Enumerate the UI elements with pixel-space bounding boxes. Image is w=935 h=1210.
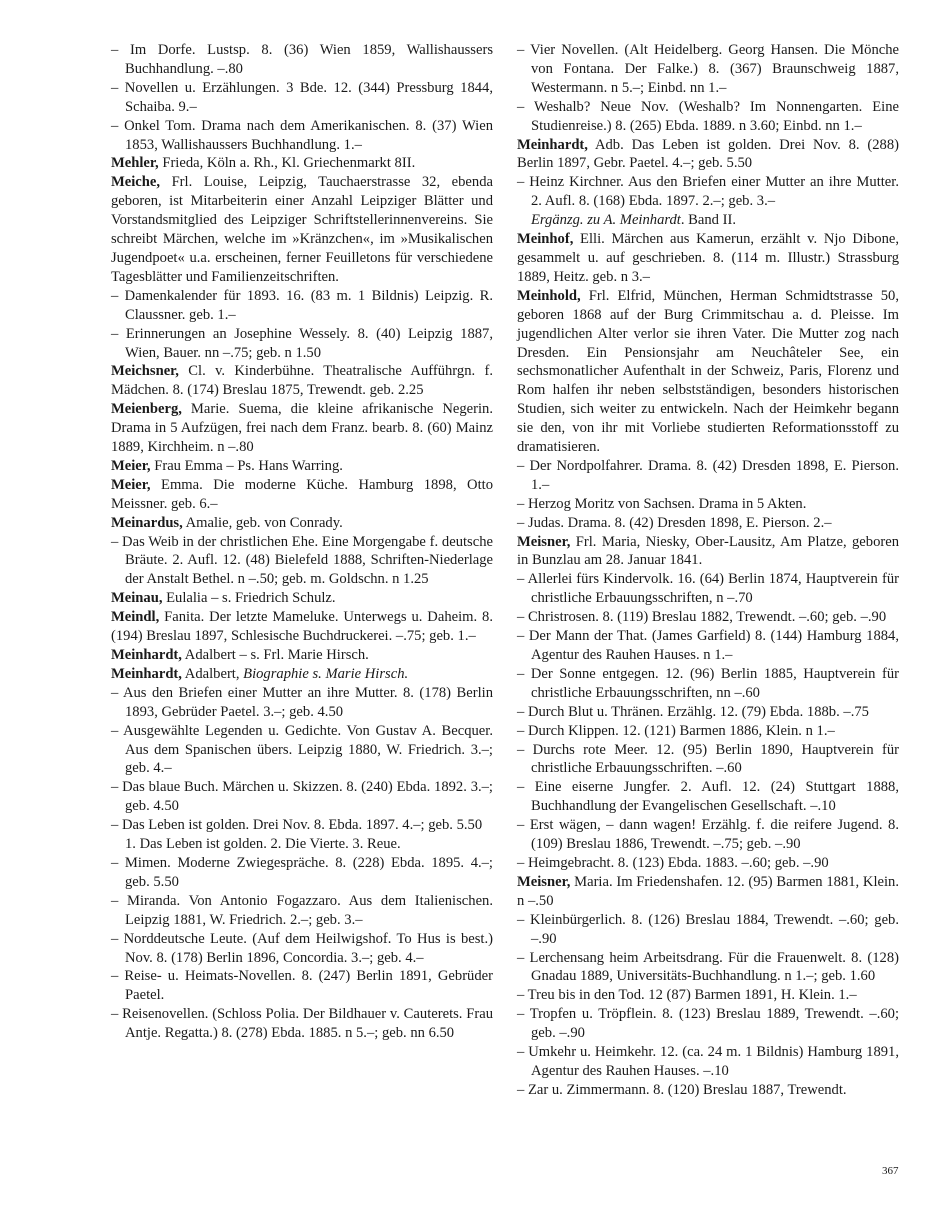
bibliography-item: – Judas. Drama. 8. (42) Dresden 1898, E. Pierson. 2.– — [517, 514, 832, 531]
author-details: Elli. Märchen aus Kamerun, erzählt v. Njo Dibone, gesammelt u. auf geschrieben. 8. (114 m. Illustr.) Strassburg 1889, Heitz. geb. n 3.– — [517, 231, 899, 285]
author-name: Meisner, — [517, 873, 571, 890]
right-column — [517, 41, 899, 1100]
bibliography-item: – Das Weib in der christlichen Ehe. Eine Morgengabe f. deutsche Bräute. 2. Aufl. 12. (48) Bielefeld 1888, Schriften-Niederlage der Anstalt Bethel. n –.50; geb. m. Goldschn. n 1.25 — [111, 533, 493, 588]
author-entry — [111, 457, 493, 476]
author-details: Frau Emma – Ps. Hans Warring. — [150, 457, 343, 474]
bibliography-item: – Das Leben ist golden. Drei Nov. 8. Ebda. 1897. 4.–; geb. 5.50 — [111, 817, 483, 834]
italic-note: Ergänzg. zu A. Meinhardt — [531, 212, 681, 229]
author-entry — [111, 514, 493, 533]
author-details: Amalie, geb. von Conrady. — [182, 514, 343, 531]
author-entry — [111, 362, 493, 400]
bibliography-item: – Kleinbürgerlich. 8. (126) Breslau 1884, Trewendt. –.60; geb. –.90 — [517, 911, 899, 947]
author-name: Meinhold, — [517, 287, 581, 304]
bibliography-item: – Treu bis in den Tod. 12 (87) Barmen 1891, H. Klein. 1.– — [517, 987, 857, 1004]
bibliography-item: – Heinz Kirchner. Aus den Briefen einer Mutter an ihre Mutter. 2. Aufl. 8. (168) Ebda. 1897. 2.–; geb. 3.– — [517, 174, 899, 210]
author-details: Emma. Die moderne Küche. Hamburg 1898, Otto Meissner. geb. 6.– — [111, 476, 493, 512]
bibliography-item: – Onkel Tom. Drama nach dem Amerikanischen. 8. (37) Wien 1853, Wallishaussers Buchhandlung. 1.– — [111, 117, 493, 153]
author-name: Meindl, — [111, 609, 160, 626]
author-name: Meinau, — [111, 590, 163, 607]
page-number: 367 — [882, 1165, 899, 1177]
author-entry — [517, 873, 899, 911]
bibliography-item: – Eine eiserne Jungfer. 2. Aufl. 12. (24) Stuttgart 1888, Buchhandlung der Evangelischen Gesellschaft. –.10 — [517, 779, 899, 815]
author-name: Meinhardt, — [111, 665, 182, 682]
bibliography-item: – Reisenovellen. (Schloss Polia. Der Bildhauer v. Cauterets. Frau Antje. Regatta.) 8. (278) Ebda. 1885. n 5.–; geb. nn 6.50 — [111, 1006, 493, 1042]
bibliography-item: 1. Das Leben ist golden. 2. Die Vierte. 3. Reue. — [125, 836, 401, 853]
author-details: Fanita. Der letzte Mameluke. Unterwegs u. Daheim. 8. (194) Breslau 1897, Schlesische Buchdruckerei. –.75; geb. 1.– — [111, 609, 493, 645]
author-name: Meinhardt, — [111, 647, 182, 663]
author-entry — [517, 533, 899, 571]
author-name: Meier, — [111, 457, 151, 474]
author-details: Adalbert, — [181, 665, 244, 682]
bibliography-item: – Reise- u. Heimats-Novellen. 8. (247) Berlin 1891, Gebrüder Paetel. — [111, 968, 493, 1004]
bibliography-item: – Novellen u. Erzählungen. 3 Bde. 12. (344) Pressburg 1844, Schaiba. 9.– — [111, 79, 493, 115]
bibliography-item: – Allerlei fürs Kindervolk. 16. (64) Berlin 1874, Hauptverein für christliche Erbauungsschriften, n –.70 — [517, 571, 899, 607]
bibliography-item: – Zar u. Zimmermann. 8. (120) Breslau 1887, Trewendt. — [517, 1081, 847, 1098]
bibliography-item: – Miranda. Von Antonio Fogazzaro. Aus dem Italienischen. Leipzig 1881, W. Friedrich. 2.–; geb. 3.– — [111, 892, 493, 928]
author-details: Marie. Suema, die kleine afrikanische Negerin. Drama in 5 Aufzügen, frei nach dem Franz. bearb. 8. (60) Mainz 1889, Kirchheim. n –.80 — [111, 401, 493, 456]
bibliography-item: – Durchs rote Meer. 12. (95) Berlin 1890, Hauptverein für christliche Erbauungsschriften. –.60 — [517, 741, 899, 777]
bibliography-item: – Der Sonne entgegen. 12. (96) Berlin 1885, Hauptverein für christliche Erbauungsschriften, nn –.60 — [517, 665, 899, 701]
bibliography-item: – Erst wägen, – dann wagen! Erzählg. f. die reifere Jugend. 8. (109) Breslau 1886, Trewendt. –.75; geb. –.90 — [517, 817, 899, 853]
author-details: Frieda, Köln a. Rh., Kl. Griechenmarkt 8II. — [158, 155, 416, 172]
author-details: Frl. Elfrid, München, Herman Schmidtstrasse 50, geboren 1868 auf der Burg Crimmitschau a. d. Pleisse. Im jugendlichen Alter verlor sie ihren Vater. Die Mutter zog nach Dresden. Ein Pensionsjahr am Neuchâteler See, ein sechsmonatlicher Aufenthalt in der Schweiz, Paris, Florenz und Rom halfen ihr neben selbstständigen, besonders historischen Studien, sich weiter zu entwickeln. Nach der Heimkehr begann sie den, von ihr mit Vorliebe studierten Reformationsstoff zu dramatisieren. — [517, 287, 899, 456]
author-details: Maria. Im Friedenshafen. 12. (95) Barmen 1881, Klein. n –.50 — [517, 873, 899, 909]
author-entry — [111, 400, 493, 457]
author-name: Meier, — [111, 476, 151, 493]
author-name: Meisner, — [517, 533, 571, 550]
author-entry — [111, 665, 493, 684]
author-name: Meiche, — [111, 174, 161, 191]
author-details: Adalbert – s. Frl. Marie Hirsch. — [181, 647, 369, 663]
author-name: Meinhardt, — [517, 136, 588, 153]
bibliography-item: – Lerchensang heim Arbeitsdrang. Für die Frauenwelt. 8. (128) Gnadau 1889, Universitäts-Buchhandlung. n 1.–; geb. 1.60 — [517, 949, 899, 985]
bibliography-item: – Das blaue Buch. Märchen u. Skizzen. 8. (240) Ebda. 1892. 3.–; geb. 4.50 — [111, 779, 493, 815]
author-entry — [111, 154, 493, 173]
author-entry — [111, 476, 493, 514]
bibliography-item: – Erinnerungen an Josephine Wessely. 8. (40) Leipzig 1887, Wien, Bauer. nn –.75; geb. n 1.50 — [111, 325, 493, 361]
bibliography-item: – Durch Klippen. 12. (121) Barmen 1886, Klein. n 1.– — [517, 722, 835, 739]
author-name: Meinhof, — [517, 231, 574, 248]
bibliography-item: – Christrosen. 8. (119) Breslau 1882, Trewendt. –.60; geb. –.90 — [517, 609, 887, 626]
author-name: Meienberg, — [111, 401, 182, 418]
bibliography-item: – Durch Blut u. Thränen. Erzählg. 12. (79) Ebda. 188b. –.75 — [517, 703, 869, 720]
bibliography-item: – Heimgebracht. 8. (123) Ebda. 1883. –.60; geb. –.90 — [517, 854, 829, 871]
bibliography-item: – Umkehr u. Heimkehr. 12. (ca. 24 m. 1 Bildnis) Hamburg 1891, Agentur des Rauhen Hauses. –.10 — [517, 1044, 899, 1079]
bibliography-item: – Weshalb? Neue Nov. (Weshalb? Im Nonnengarten. Eine Studienreise.) 8. (265) Ebda. 1889. n 3.60; Einbd. nn 1.– — [517, 98, 899, 134]
left-column — [111, 41, 493, 1043]
bibliography-item: – Aus den Briefen einer Mutter an ihre Mutter. 8. (178) Berlin 1893, Gebrüder Paetel. 3.–; geb. 4.50 — [111, 684, 493, 720]
bibliography-item: – Der Nordpolfahrer. Drama. 8. (42) Dresden 1898, E. Pierson. 1.– — [517, 457, 899, 493]
author-entry — [517, 230, 899, 287]
author-entry — [517, 136, 899, 174]
author-details: Eulalia – s. Friedrich Schulz. — [162, 590, 336, 607]
author-entry — [111, 608, 493, 646]
italic-note: Biographie s. Marie Hirsch. — [243, 665, 409, 682]
author-details: Frl. Maria, Niesky, Ober-Lausitz, Am Platze, geboren in Bunzlau am 28. Januar 1841. — [517, 533, 899, 569]
bibliography-item: – Der Mann der That. (James Garfield) 8. (144) Hamburg 1884, Agentur des Rauhen Hauses. n 1.– — [517, 628, 899, 663]
author-entry — [111, 173, 493, 286]
author-details: Adb. Das Leben ist golden. Drei Nov. 8. (288) Berlin 1897, Gebr. Paetel. 4.–; geb. 5.50 — [517, 136, 899, 172]
bibliography-item: – Damenkalender für 1893. 16. (83 m. 1 Bildnis) Leipzig. R. Claussner. geb. 1.– — [111, 287, 493, 323]
author-details: Cl. v. Kinderbühne. Theatralische Aufführgn. f. Mädchen. 8. (174) Breslau 1875, Trewendt. geb. 2.25 — [111, 363, 493, 399]
author-entry — [111, 589, 493, 608]
bibliography-item: – Mimen. Moderne Zwiegespräche. 8. (228) Ebda. 1895. 4.–; geb. 5.50 — [111, 854, 493, 890]
author-name: Mehler, — [111, 155, 159, 172]
bibliography-item: – Herzog Moritz von Sachsen. Drama in 5 Akten. — [517, 495, 807, 512]
author-name: Meichsner, — [111, 363, 179, 380]
bibliography-item: – Vier Novellen. (Alt Heidelberg. Georg Hansen. Die Mönche von Fontana. Der Falke.) 8. (367) Braunschweig 1887, Westermann. n 5.–; Einbd. nn 1.– — [517, 42, 899, 96]
note-text: . Band II. — [680, 212, 736, 229]
author-entry — [111, 646, 493, 665]
bibliography-item: – Im Dorfe. Lustsp. 8. (36) Wien 1859, Wallishaussers Buchhandlung. –.80 — [111, 42, 493, 77]
author-name: Meinardus, — [111, 514, 183, 531]
author-entry — [517, 287, 899, 457]
bibliography-item — [517, 211, 899, 230]
bibliography-item: – Norddeutsche Leute. (Auf dem Heilwigshof. To Hus is best.) Nov. 8. (178) Berlin 1896, Concordia. 3.–; geb. 4.– — [111, 930, 493, 966]
bibliography-item: – Tropfen u. Tröpflein. 8. (123) Breslau 1889, Trewendt. –.60; geb. –.90 — [517, 1006, 899, 1042]
author-details: Frl. Louise, Leipzig, Tauchaerstrasse 32, ebenda geboren, ist Mitarbeiterin einer Anzahl Leipziger Blätter und Vorstandsmitglied des Leipziger Schriftstellerinnenvereins. Sie schreibt Märchen, welche im »Kränzchen«, im »Musikalischen Jugendpoet« u.a. erscheinen, ferner Feuilletons für verschiedene Tagesblätter und Familienzeitschriften. — [111, 174, 493, 285]
bibliography-item: – Ausgewählte Legenden u. Gedichte. Von Gustav A. Becquer. Aus dem Spanischen übers. Leipzig 1880, W. Friedrich. 3.–; geb. 4.– — [111, 722, 493, 777]
